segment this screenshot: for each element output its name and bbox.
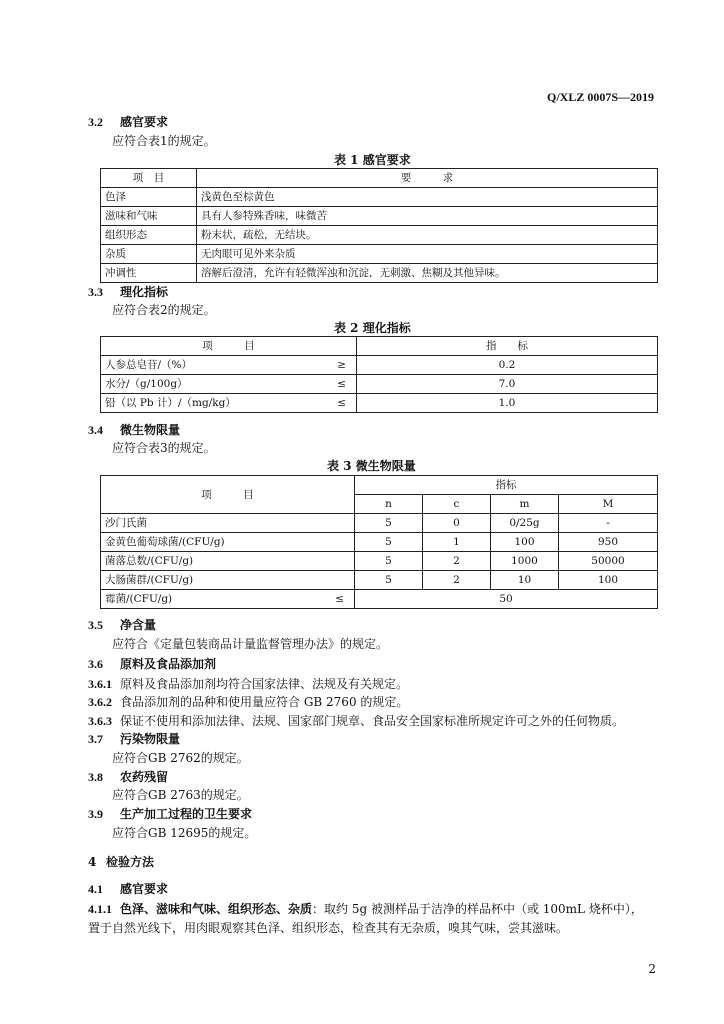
table-cell: 霉菌/(CFU/g) [101, 590, 313, 609]
table-cell: 组织形态 [101, 226, 197, 245]
table-row [101, 207, 658, 226]
table-cell: 浅黄色至棕黄色 [197, 188, 658, 207]
table-3-microbial [100, 475, 658, 609]
section-text: 食品添加剂的品种和使用量应符合 GB 2760 的规定。 [120, 695, 409, 709]
section-3-8-text: 应符合GB 2763的规定。 [112, 788, 249, 802]
table-cell: 菌落总数/(CFU/g) [101, 552, 355, 571]
section-number: 3.6.2 [88, 695, 112, 709]
section-number: 3.7 [88, 732, 103, 746]
section-4-1-1 [88, 900, 643, 917]
table-cell: 具有人参特殊香味，味微苦 [197, 207, 658, 226]
table-cell: 沙门氏菌 [101, 514, 355, 533]
table-row [101, 226, 658, 245]
table-cell: 冲调性 [101, 264, 197, 283]
table-row [101, 356, 658, 375]
page-number: 2 [648, 962, 656, 976]
section-3-6-1 [88, 675, 408, 692]
table-row [101, 533, 658, 552]
table-cell: 50 [355, 590, 658, 609]
table-header-cell: m [491, 495, 559, 514]
table-cell: 滋味和气味 [101, 207, 197, 226]
table-1-caption: 表 1 感官要求 [334, 153, 411, 167]
table-cell: 50000 [559, 552, 658, 571]
section-title: 感官要求 [120, 882, 169, 896]
section-3-9-heading [88, 805, 252, 822]
table-cell: 5 [355, 533, 423, 552]
table-1-sensory [100, 168, 658, 283]
section-title: 生产加工过程的卫生要求 [120, 807, 253, 821]
table-row [101, 514, 658, 533]
section-number: 3.6.3 [88, 714, 112, 728]
table-cell: 色泽 [101, 188, 197, 207]
table-cell: 5 [355, 571, 423, 590]
section-4-heading [88, 853, 154, 870]
section-title: 原料及食品添加剂 [120, 657, 217, 671]
section-4-1-1-continued: 置于自然光线下，用肉眼观察其色泽、组织形态，检查其有无杂质，嗅其气味，尝其滋味。 [88, 921, 569, 935]
section-3-5-heading [88, 616, 156, 633]
table-cell: 10 [491, 571, 559, 590]
table-row [101, 169, 658, 188]
table-3-caption: 表 3 微生物限量 [327, 459, 416, 473]
table-header-cell: 项 目 [101, 169, 197, 188]
section-number: 3.3 [88, 285, 103, 299]
table-row [101, 188, 658, 207]
section-title: 检验方法 [106, 855, 155, 869]
section-number: 3.8 [88, 770, 103, 784]
table-cell: 无肉眼可见外来杂质 [197, 245, 658, 264]
table-cell: ≤ [315, 375, 357, 394]
table-cell: 大肠菌群/(CFU/g) [101, 571, 355, 590]
section-3-7-heading [88, 730, 180, 747]
table-cell: 0.2 [357, 356, 658, 375]
table-cell: 1 [423, 533, 491, 552]
section-number: 3.6 [88, 657, 103, 671]
table-cell: 100 [491, 533, 559, 552]
section-3-6-2 [88, 693, 408, 710]
section-3-2-text: 应符合表1的规定。 [112, 134, 216, 148]
table-row [101, 394, 658, 413]
table-header-cell: n [355, 495, 423, 514]
section-title: 微生物限量 [120, 423, 181, 437]
section-3-6-heading [88, 655, 216, 672]
section-lead: 色泽、滋味和气味、组织形态、杂质 [120, 902, 313, 916]
table-cell: 1000 [491, 552, 559, 571]
table-row [101, 245, 658, 264]
table-cell: ≥ [315, 356, 357, 375]
table-row [101, 375, 658, 394]
table-cell: 0/25g [491, 514, 559, 533]
section-title: 感官要求 [120, 115, 169, 129]
table-cell: 杂质 [101, 245, 197, 264]
table-header-cell: 项 目 [101, 476, 355, 514]
section-title: 净含量 [120, 618, 157, 632]
section-number: 3.6.1 [88, 677, 112, 691]
section-3-3-heading [88, 283, 168, 300]
table-2-physchem [100, 336, 658, 413]
section-3-2-heading [88, 113, 168, 130]
section-4-1-heading [88, 880, 168, 897]
table-cell: ≤ [315, 394, 357, 413]
table-header-cell: c [423, 495, 491, 514]
section-title: 农药残留 [120, 770, 169, 784]
table-row [101, 590, 658, 609]
section-3-4-text: 应符合表3的规定。 [112, 441, 216, 455]
section-text: 原料及食品添加剂均符合国家法律、法规及有关规定。 [120, 677, 409, 691]
table-cell: ≤ [313, 590, 355, 609]
section-number: 4.1.1 [88, 902, 112, 916]
table-cell: 7.0 [357, 375, 658, 394]
table-cell: 人参总皂苷/（%） [101, 356, 315, 375]
table-row [101, 264, 658, 283]
table-cell: 100 [559, 571, 658, 590]
table-cell: 5 [355, 514, 423, 533]
section-3-6-3 [88, 712, 624, 729]
section-3-8-heading [88, 768, 168, 785]
table-cell: - [559, 514, 658, 533]
table-header-cell: 要 求 [197, 169, 658, 188]
section-number: 4.1 [88, 882, 103, 896]
section-3-7-text: 应符合GB 2762的规定。 [112, 751, 249, 765]
section-title: 理化指标 [120, 285, 169, 299]
section-3-5-text: 应符合《定量包装商品计量监督管理办法》的规定。 [112, 637, 389, 651]
section-text: ：取约 5g 被测样品于洁净的样品杯中（或 100mL 烧杯中）， [312, 902, 643, 916]
table-row [101, 476, 658, 495]
table-row [101, 552, 658, 571]
table-cell: 水分/（g/100g） [101, 375, 315, 394]
table-cell: 2 [423, 571, 491, 590]
table-cell: 1.0 [357, 394, 658, 413]
section-3-3-text: 应符合表2的规定。 [112, 303, 216, 317]
table-header-cell: 项 目 [101, 337, 357, 356]
section-3-9-text: 应符合GB 12695的规定。 [112, 826, 257, 840]
section-number: 4 [88, 855, 97, 869]
section-number: 3.9 [88, 807, 103, 821]
section-number: 3.4 [88, 423, 103, 437]
table-cell: 铅（以 Pb 计）/（mg/kg） [101, 394, 315, 413]
table-header-cell: 指标 [355, 476, 658, 495]
table-row [101, 337, 658, 356]
table-cell: 950 [559, 533, 658, 552]
section-text: 保证不使用和添加法律、法规、国家部门规章、食品安全国家标准所规定许可之外的任何物质。 [120, 714, 625, 728]
section-3-4-heading [88, 421, 180, 438]
table-cell: 溶解后澄清，允许有轻微浑浊和沉淀，无刺激、焦糊及其他异味。 [197, 264, 658, 283]
table-row [101, 571, 658, 590]
table-cell: 粉末状，疏松，无结块。 [197, 226, 658, 245]
table-cell: 2 [423, 552, 491, 571]
table-cell: 5 [355, 552, 423, 571]
table-header-cell: M [559, 495, 658, 514]
table-header-cell: 指 标 [357, 337, 658, 356]
section-number: 3.5 [88, 618, 103, 632]
table-cell: 0 [423, 514, 491, 533]
section-number: 3.2 [88, 115, 103, 129]
table-2-caption: 表 2 理化指标 [334, 321, 411, 335]
standard-code: Q/XLZ 0007S—2019 [546, 90, 654, 104]
table-cell: 金黄色葡萄球菌/(CFU/g) [101, 533, 355, 552]
section-title: 污染物限量 [120, 732, 181, 746]
